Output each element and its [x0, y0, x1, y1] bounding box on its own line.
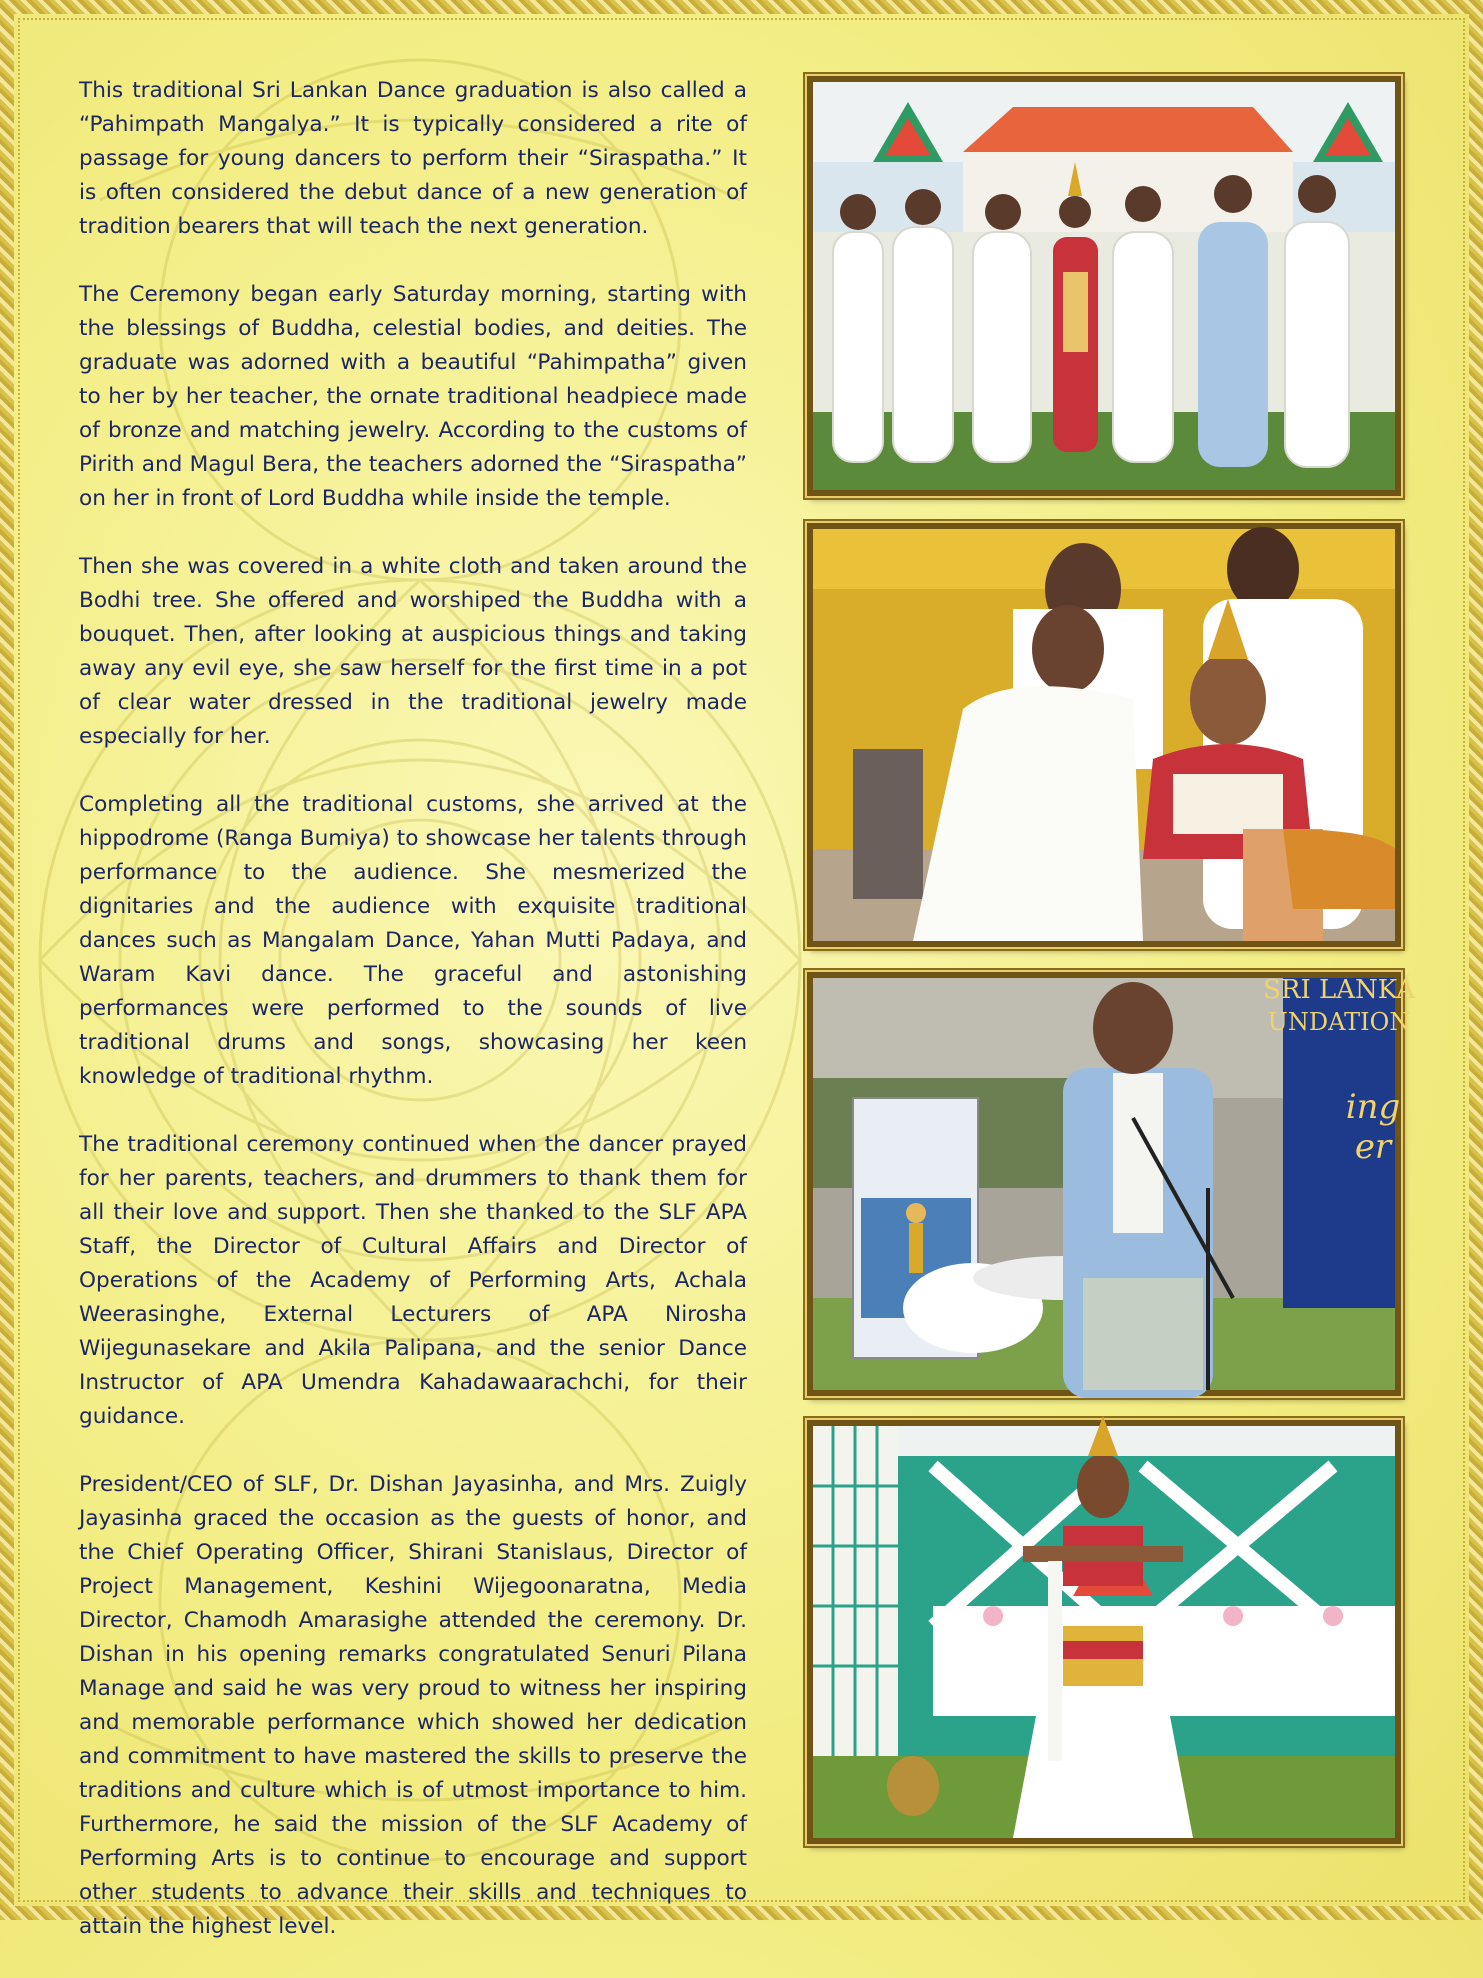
- photo-speaker: [807, 972, 1415, 1396]
- banner-text-3: ing: [1345, 1087, 1401, 1127]
- photo-group-portrait: [807, 76, 1401, 496]
- paragraph-6: President/CEO of SLF, Dr. Dishan Jayasinha, and Mrs. Zuigly Jayasinha graced the occasion as the guests of honor, and the Chief Operating Officer, Shirani Stanislaus, Director of Project Management, Keshini Wijegoonaratna, Media Director, Chamodh Amarasighe attended the ceremony. Dr. Dishan in his opening remarks congratulated Senuri Pilana Manage and said he was very proud to witness her inspiring and memorable performance which showed her dedication and commitment to have mastered the skills to preserve the traditions and culture which is of utmost importance to him. Furthermore, he said the mission of the SLF Academy of Performing Arts is to continue to encourage and support other students to advance their skills and techniques to attain the highest level.: [79, 1472, 747, 1939]
- paragraph-4: Completing all the traditional customs, she arrived at the hippodrome (Ranga Bumiya) to showcase her talents through performance to the audience. She mesmerized the dignitaries and the audience with exquisite traditional dances such as Mangalam Dance, Yahan Mutti Padaya, and Waram Kavi dance. The graceful and astonishing performances were performed to the sounds of live traditional drums and songs, showcasing her keen knowledge of traditional rhythm.: [79, 792, 747, 1089]
- photo-dancer-performing: [807, 1420, 1401, 1844]
- article-body: [79, 74, 747, 1978]
- banner-text-1: SRI LANKA: [1263, 975, 1415, 1005]
- photo-adorning-dancer: [807, 523, 1401, 947]
- paragraph-2: The Ceremony began early Saturday morning, starting with the blessings of Buddha, celestial bodies, and deities. The graduate was adorned with a beautiful “Pahimpatha” given to her by her teacher, the ornate traditional headpiece made of bronze and matching jewelry. According to the customs of Pirith and Magul Bera, the teachers adorned the “Siraspatha” on her in front of Lord Buddha while inside the temple.: [79, 282, 747, 511]
- banner-text-2: UNDATION: [1267, 1008, 1411, 1036]
- paragraph-1: This traditional Sri Lankan Dance graduation is also called a “Pahimpath Mangalya.” It is typically considered a rite of passage for young dancers to perform their “Siraspatha.” It is often considered the debut dance of a new generation of tradition bearers that will teach the next generation.: [79, 78, 747, 239]
- banner-text-4: er: [1354, 1127, 1392, 1167]
- paragraph-3: Then she was covered in a white cloth and taken around the Bodhi tree. She offered and worshiped the Buddha with a bouquet. Then, after looking at auspicious things and taking away any evil eye, she saw herself for the first time in a pot of clear water dressed in the traditional jewelry made especially for her.: [79, 554, 747, 749]
- paragraph-5: The traditional ceremony continued when the dancer prayed for her parents, teachers, and drummers to thank them for all their love and support. Then she thanked to the SLF APA Staff, the Director of Cultural Affairs and Director of Operations of the Academy of Performing Arts, Achala Weerasinghe, External Lecturers of APA Nirosha Wijegunasekare and Akila Palipana, and the senior Dance Instructor of APA Umendra Kahadawaarachchi, for their guidance.: [79, 1132, 747, 1429]
